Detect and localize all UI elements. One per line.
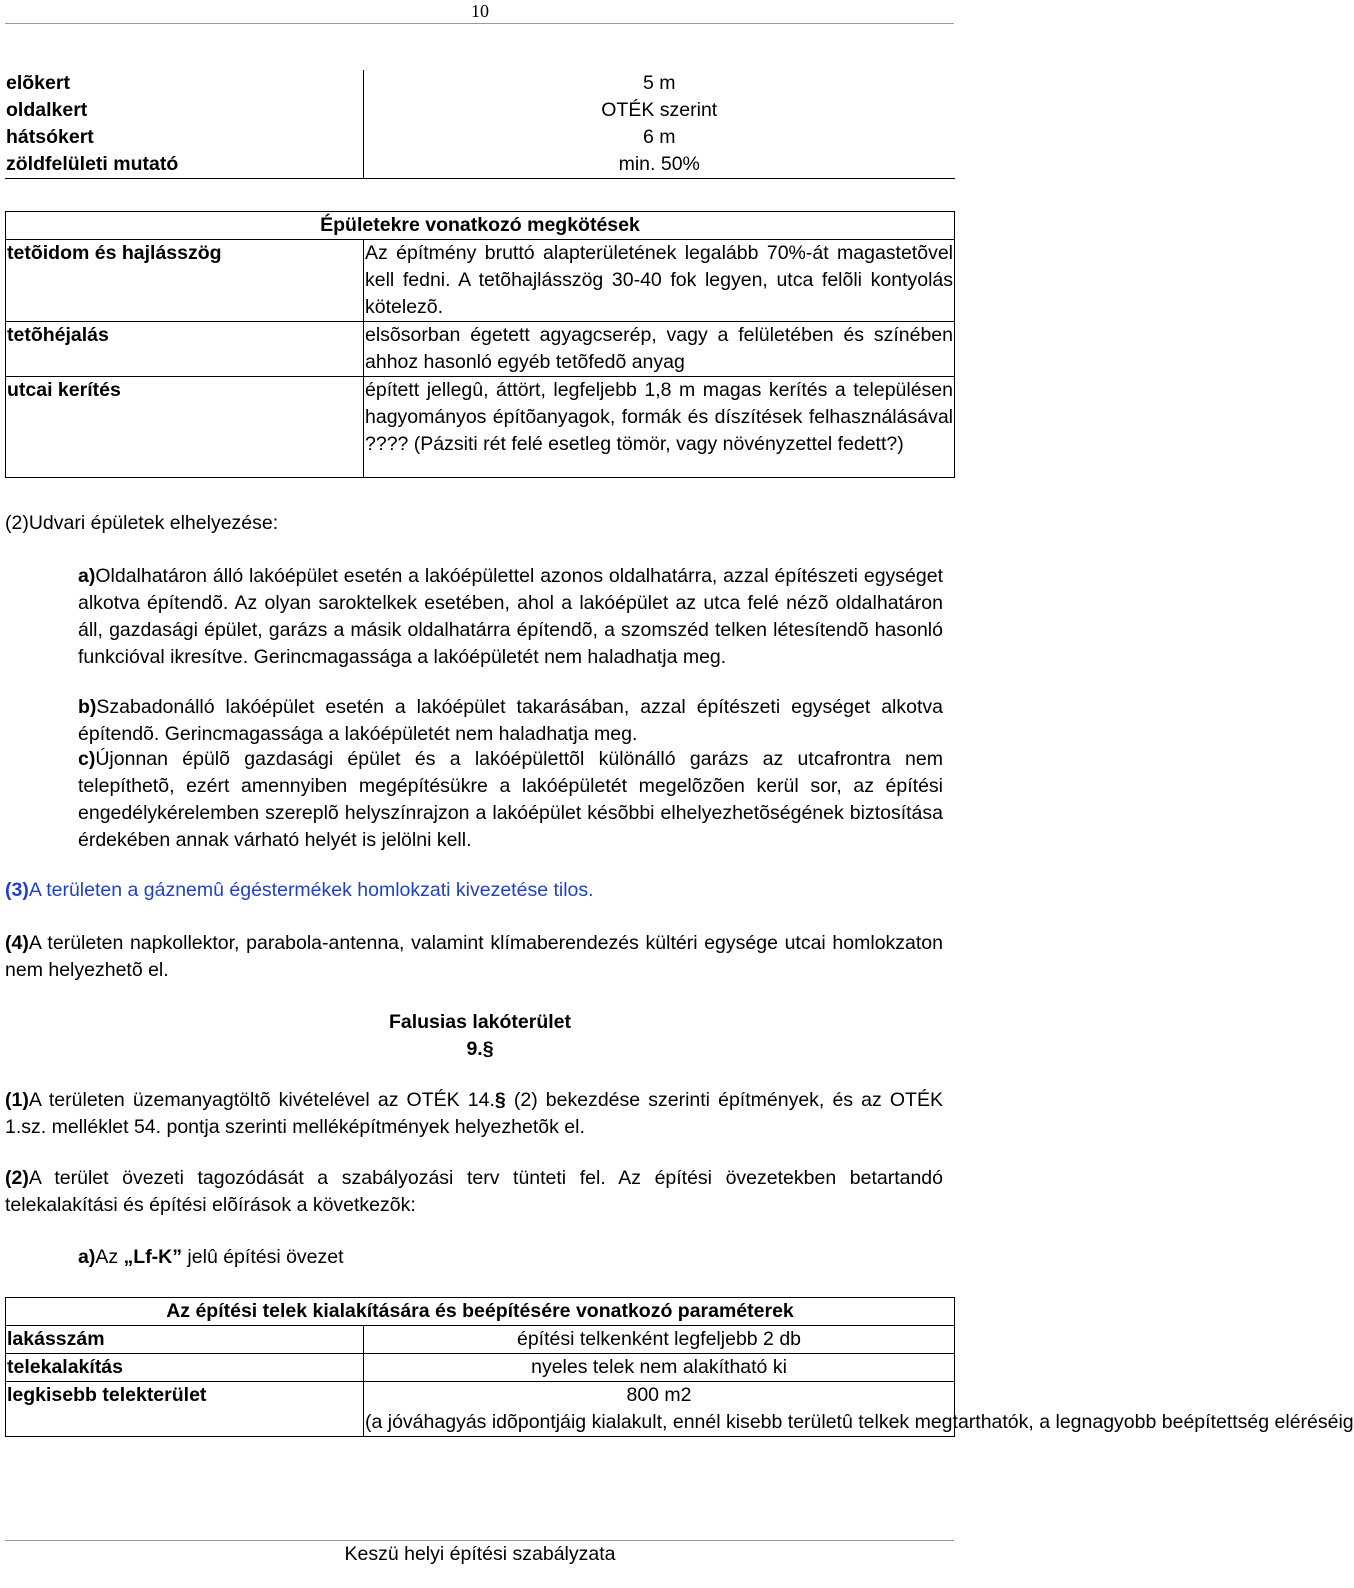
header-rule bbox=[5, 23, 954, 24]
setback-value: 5 m bbox=[363, 70, 955, 97]
restriction-label: tetõhéjalás bbox=[6, 322, 364, 377]
restriction-value: Az építmény bruttó alapterületének legalább 70%-át magastetõvel kell fedni. A tetõhajlásszög 30-40 fok legyen, utca felõli kontyolás kötelezõ. bbox=[364, 240, 955, 322]
page-number: 10 bbox=[471, 1, 489, 21]
setback-label: hátsókert bbox=[6, 126, 94, 148]
param-value: építési telkenként legfeljebb 2 db bbox=[364, 1326, 955, 1354]
param-value: nyeles telek nem alakítható ki bbox=[364, 1354, 955, 1382]
section-title: Falusias lakóterület bbox=[388, 1011, 572, 1033]
paragraph-3 bbox=[5, 877, 943, 904]
param-label: lakásszám bbox=[6, 1326, 364, 1354]
building-restrictions-table bbox=[5, 211, 955, 478]
page-footer: Keszü helyi építési szabályzata bbox=[344, 1543, 616, 1565]
list-marker: a) bbox=[78, 565, 96, 587]
section-number bbox=[0, 1036, 960, 1063]
paragraph-text: Oldalhatáron álló lakóépület esetén a lakóépülettel azonos oldalhatárra, azzal építészeti egységet alkotva építendõ. Az olyan saroktelkek esetében, ahol a lakóépület az utca felé nézõ oldalhatáron áll, gazdasági épület, garázs a másik oldalhatárra építendõ, a szomszéd telken létesítendõ hasonló funkcióval ikresítve. Gerincmagassága a lakóépületét nem haladhatja meg. bbox=[78, 565, 943, 668]
list-marker: b) bbox=[78, 696, 97, 718]
table-row bbox=[5, 70, 955, 97]
section-number-text: 9. bbox=[466, 1038, 483, 1060]
zone-line bbox=[78, 1244, 344, 1271]
paragraph-9-2 bbox=[5, 1165, 943, 1219]
table-row bbox=[5, 97, 955, 124]
setback-label: elõkert bbox=[6, 72, 70, 94]
table-row bbox=[6, 377, 955, 478]
list-marker: (2) bbox=[5, 1167, 29, 1189]
restriction-value: épített jellegû, áttört, legfeljebb 1,8 m magas kerítés a településen hagyományos építõanyagok, formák és díszítések felhasználásával ???? (Pázsiti rét felé esetleg tömör, vagy növényzettel fedett?) bbox=[364, 377, 955, 478]
section-heading: (2)Udvari épületek elhelyezése: bbox=[5, 512, 279, 534]
list-marker: (3) bbox=[5, 879, 29, 901]
section-symbol: § bbox=[482, 1038, 494, 1060]
table-title: Az építési telek kialakítására és beépítésére vonatkozó paraméterek bbox=[6, 1298, 955, 1326]
table-row bbox=[5, 124, 955, 151]
param-label: telekalakítás bbox=[6, 1354, 364, 1382]
parameters-table bbox=[5, 1297, 1354, 1437]
paragraph-4 bbox=[5, 930, 943, 984]
paragraph-text: A területen üzemanyagtöltõ kivételével az OTÉK 14. bbox=[28, 1089, 495, 1111]
param-value bbox=[364, 1382, 1354, 1437]
table-header-row bbox=[6, 212, 955, 240]
paragraph-b bbox=[78, 694, 943, 748]
paragraph-text: (2) bekezdése szerinti építmények, és az OTÉK 1.sz. melléklet 54. pontja szerinti melléképítmények helyezhetõk el. bbox=[5, 1089, 943, 1138]
param-label: legkisebb telekterület bbox=[6, 1382, 364, 1437]
zone-prefix: Az bbox=[95, 1246, 124, 1268]
paragraph-text: A területen napkollektor, parabola-antenna, valamint klímaberendezés kültéri egysége utcai homlokzaton nem helyezhetõ el. bbox=[5, 932, 943, 981]
paragraph-9-1 bbox=[5, 1087, 943, 1141]
setbacks-table bbox=[5, 70, 955, 179]
table-row bbox=[6, 322, 955, 377]
restriction-value: elsõsorban égetett agyagcserép, vagy a felületében és színében ahhoz hasonló egyéb tetõfedõ anyag bbox=[364, 322, 955, 377]
table-row bbox=[5, 151, 955, 179]
table-row bbox=[6, 1382, 955, 1437]
setback-value: OTÉK szerint bbox=[363, 97, 955, 124]
table-row bbox=[6, 1354, 955, 1382]
restriction-label: tetõidom és hajlásszög bbox=[6, 240, 364, 322]
zone-suffix: jelû építési övezet bbox=[182, 1246, 344, 1268]
section-symbol: § bbox=[494, 1089, 506, 1111]
table-title: Épületekre vonatkozó megkötések bbox=[6, 212, 955, 240]
list-marker: c) bbox=[78, 748, 96, 770]
paragraph-text: A területen a gáznemû égéstermékek homlokzati kivezetése tilos. bbox=[28, 879, 594, 901]
zone-code: „Lf-K” bbox=[123, 1246, 183, 1268]
paragraph-text: A terület övezeti tagozódását a szabályozási terv tünteti fel. Az építési övezetekben betartandó telekalakítási és építési elõírások a következõk: bbox=[5, 1167, 943, 1216]
paragraph-text: Újonnan épülõ gazdasági épület és a lakóépülettõl különálló garázs az utcafrontra nem telepíthetõ, ezért amennyiben megépítésükre a lakóépületét megelõzõen kerül sor, az építési engedélykérelemben szereplõ helyszínrajzon a lakóépület késõbbi elhelyezhetõségének biztosítása érdekében annak várható helyét is jelölni kell. bbox=[78, 748, 943, 851]
paragraph-a bbox=[78, 563, 943, 671]
setback-label: oldalkert bbox=[6, 99, 88, 121]
list-marker: (4) bbox=[5, 932, 29, 954]
param-value-note: (a jóváhagyás idõpontjáig kialakult, ennél kisebb területû telkek megtarthatók, a legnagyobb beépítettség eléréséig bbox=[365, 1411, 1354, 1433]
table-row bbox=[6, 240, 955, 322]
restriction-label: utcai kerítés bbox=[6, 377, 364, 478]
param-value-main: 800 m2 bbox=[626, 1384, 692, 1406]
setback-value: min. 50% bbox=[363, 151, 955, 179]
table-row bbox=[6, 1326, 955, 1354]
paragraph-text: Szabadonálló lakóépület esetén a lakóépület takarásában, azzal építészeti egységet alkotva építendõ. Gerincmagassága a lakóépületét nem haladhatja meg. bbox=[78, 696, 943, 745]
paragraph-c bbox=[78, 746, 943, 854]
list-marker: a) bbox=[78, 1246, 96, 1268]
setback-label: zöldfelületi mutató bbox=[5, 151, 363, 179]
setback-value: 6 m bbox=[363, 124, 955, 151]
list-marker: (1) bbox=[5, 1089, 29, 1111]
table-header-row bbox=[6, 1298, 955, 1326]
